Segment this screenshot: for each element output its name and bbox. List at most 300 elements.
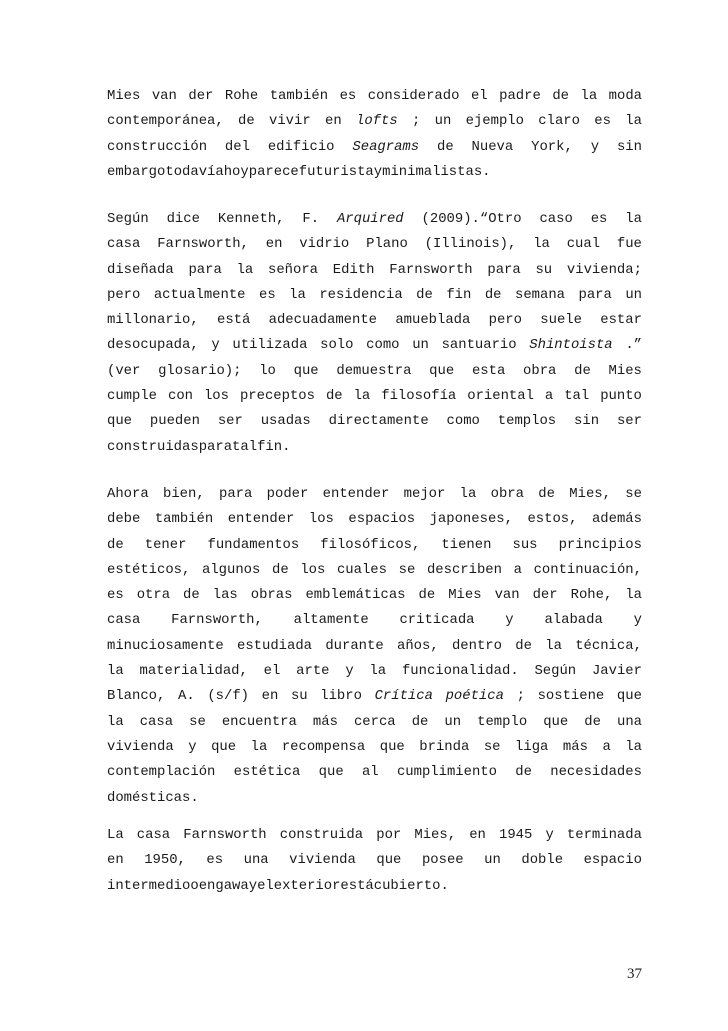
word: Farnsworth,: [171, 612, 263, 629]
word: está: [340, 877, 374, 894]
word: (ver: [107, 362, 141, 379]
word: obra: [490, 486, 524, 502]
word: Nueva: [471, 138, 514, 155]
word: la: [369, 663, 387, 680]
word: y: [211, 337, 220, 354]
word: intermedio: [107, 877, 191, 894]
word: York,: [531, 138, 573, 155]
word: directamente: [328, 413, 429, 430]
word: para: [188, 261, 222, 278]
word: y: [590, 138, 600, 155]
word: poética: [445, 688, 504, 705]
word: construida: [279, 827, 364, 843]
word: engawa: [198, 877, 249, 894]
word: entender: [322, 486, 390, 502]
word: fue: [616, 236, 642, 253]
word: y: [373, 163, 383, 180]
word: la: [107, 663, 124, 680]
word: además: [591, 511, 642, 528]
word: minimalistas.: [382, 163, 491, 180]
word: Según: [534, 663, 577, 680]
word: vivir: [269, 113, 311, 130]
word: como: [446, 413, 480, 430]
word: Edith: [332, 261, 375, 278]
word: tienen: [441, 536, 492, 553]
word: Plano: [366, 236, 408, 253]
word: y: [188, 738, 197, 755]
word: Arquired: [336, 211, 404, 227]
word: la: [250, 738, 268, 755]
word: la: [533, 236, 550, 253]
word: millonario,: [107, 312, 199, 329]
word: en: [107, 852, 124, 869]
word: Farnsworth: [183, 827, 267, 843]
word: durante: [325, 637, 384, 654]
word: Blanco,: [107, 688, 166, 705]
word: los: [203, 388, 229, 405]
word: Crítica: [374, 688, 433, 705]
word: como: [366, 337, 400, 354]
word: es: [594, 113, 611, 130]
word: dice: [166, 211, 200, 227]
word: 1945: [498, 827, 533, 843]
word: (Illinois),: [424, 236, 517, 253]
word: ejemplo: [465, 113, 524, 130]
text-line: [107, 384, 642, 409]
word: es: [339, 88, 357, 104]
word: técnica,: [575, 637, 642, 654]
word: Rohe: [224, 88, 259, 104]
text-line: [107, 507, 642, 532]
word: Ahora: [107, 486, 149, 502]
word: vivienda: [107, 738, 174, 755]
word: que: [616, 688, 642, 705]
word: y: [633, 612, 642, 629]
word: principios: [558, 536, 642, 553]
word: moda: [608, 88, 642, 104]
word: Rohe,: [570, 587, 613, 604]
word: que: [211, 738, 237, 755]
word: tal: [232, 438, 258, 455]
word: y: [545, 827, 554, 843]
word: Mies: [107, 88, 141, 104]
word: emblemáticas: [305, 587, 406, 604]
word: es: [107, 587, 124, 604]
word: ser: [616, 413, 642, 430]
word: altamente: [293, 612, 369, 629]
word: la: [545, 637, 562, 654]
word: considerado: [367, 88, 460, 104]
word: su: [535, 261, 553, 278]
paragraph-4: [107, 823, 642, 899]
word: encuentra: [221, 713, 297, 730]
word: contemplación: [107, 764, 216, 781]
text-line: [107, 109, 642, 134]
word: Mies,: [569, 486, 611, 502]
word: la: [625, 211, 642, 227]
word: sus: [512, 536, 538, 553]
word: una: [616, 713, 642, 730]
word: de: [107, 536, 124, 553]
text-line: [107, 659, 642, 684]
word: se: [483, 738, 501, 755]
word: estéticos,: [107, 561, 191, 578]
word: obra: [523, 362, 557, 379]
word: solo: [320, 337, 354, 354]
word: casa: [139, 713, 174, 730]
word: arte: [296, 663, 330, 680]
word: también: [269, 88, 329, 104]
word: suele: [540, 312, 582, 329]
word: que: [293, 362, 319, 379]
word: su: [290, 688, 308, 705]
word: de: [538, 486, 555, 502]
word: de: [238, 113, 255, 130]
word: debe: [107, 511, 141, 528]
text-line: [107, 258, 642, 283]
word: punto: [600, 388, 642, 405]
word: se: [625, 486, 642, 502]
word: de: [416, 286, 433, 303]
word: de: [574, 362, 591, 379]
word: todavía: [165, 163, 224, 180]
word: la: [580, 88, 598, 104]
word: demuestra: [336, 362, 412, 379]
word: es: [206, 852, 224, 869]
word: en: [265, 236, 283, 253]
word: la: [625, 738, 642, 755]
word: por: [376, 827, 402, 843]
word: oriental: [467, 388, 534, 405]
word: (2009).“Otro: [421, 211, 522, 227]
word: posee: [421, 852, 464, 869]
word: padre: [499, 88, 541, 104]
word: de: [418, 587, 436, 604]
word: otra: [136, 587, 171, 604]
word: para: [578, 286, 612, 303]
word: Kenneth,: [217, 211, 285, 227]
word: filosóficos,: [320, 536, 421, 553]
word: la: [625, 113, 642, 130]
word: ;: [516, 688, 525, 705]
word: a: [513, 561, 522, 578]
word: describen: [426, 561, 502, 578]
word: pueden: [149, 413, 200, 430]
word: pero: [488, 312, 522, 329]
word: dentro: [451, 637, 502, 654]
word: actualmente: [153, 286, 246, 303]
word: los: [300, 561, 326, 578]
word: exterior: [273, 877, 341, 894]
word: espacio: [583, 852, 642, 869]
word: para: [487, 261, 521, 278]
word: Farnsworth,: [157, 236, 249, 253]
word: Mies,: [414, 827, 457, 843]
word: en: [325, 113, 342, 130]
word: (s/f): [207, 688, 249, 705]
word: un: [484, 852, 501, 869]
word: y: [248, 877, 258, 894]
word: un: [444, 713, 462, 730]
word: un: [625, 286, 642, 303]
word: domésticas.: [107, 789, 199, 806]
word: liga: [515, 738, 549, 755]
word: cumple: [107, 388, 158, 405]
word: sin: [616, 138, 642, 155]
word: continuación,: [533, 561, 642, 578]
word: el: [470, 88, 488, 104]
word: también: [154, 511, 214, 528]
word: a: [544, 388, 554, 405]
word: Mies: [608, 362, 642, 379]
word: años,: [396, 637, 439, 654]
text-line: [107, 135, 642, 160]
word: obras: [250, 587, 293, 604]
word: desocupada,: [107, 337, 199, 354]
word: templos: [497, 413, 557, 430]
word: es: [259, 286, 276, 303]
word: estudiada: [237, 637, 313, 654]
word: estar: [600, 312, 642, 329]
word: que: [318, 764, 344, 781]
word: 1950,: [144, 852, 186, 869]
word: un: [412, 337, 429, 354]
paragraph-2: [107, 207, 642, 460]
word: recompensa: [281, 738, 366, 755]
word: ;: [411, 113, 421, 130]
word: A.: [178, 688, 195, 705]
text-line: [107, 207, 642, 232]
text-line: [107, 710, 642, 735]
word: que: [429, 362, 455, 379]
word: señora: [268, 261, 319, 278]
paragraph-1: [107, 84, 642, 185]
word: de: [584, 713, 601, 730]
word: la: [459, 486, 477, 502]
word: la: [625, 587, 642, 604]
word: de: [552, 88, 569, 104]
word: la: [289, 286, 306, 303]
word: que: [379, 738, 405, 755]
word: Mies: [448, 587, 482, 604]
text-line: [107, 848, 642, 873]
word: Farnsworth: [389, 261, 473, 278]
word: para: [219, 486, 253, 502]
word: lo: [259, 362, 276, 379]
word: pero: [107, 286, 141, 303]
word: al: [361, 764, 379, 781]
word: alabada: [544, 612, 603, 629]
word: filosofía: [381, 388, 457, 405]
word: sostiene: [537, 688, 605, 705]
word: edificio: [267, 138, 335, 155]
word: cerca: [353, 713, 396, 730]
word: que: [107, 413, 133, 430]
word: casa: [136, 827, 171, 843]
word: materialidad,: [139, 663, 248, 680]
word: brinda: [419, 738, 470, 755]
word: hoy: [223, 163, 249, 180]
text-line: [107, 333, 642, 358]
word: de: [411, 713, 429, 730]
word: preceptos: [239, 388, 315, 405]
word: van: [494, 587, 520, 604]
word: la: [353, 388, 371, 405]
word: de: [272, 561, 289, 578]
word: casa: [107, 612, 141, 629]
word: esta: [471, 362, 506, 379]
word: casa: [107, 236, 141, 253]
word: un: [434, 113, 452, 130]
word: cuales: [336, 561, 387, 578]
word: de: [515, 637, 532, 654]
word: caso: [539, 211, 573, 227]
text-line: [107, 84, 642, 109]
word: en: [469, 827, 486, 843]
word: Javier: [591, 663, 642, 680]
word: criticada: [399, 612, 475, 629]
word: del: [224, 138, 250, 155]
word: y: [505, 612, 514, 629]
word: necesidades: [550, 764, 642, 781]
word: japoneses,: [429, 511, 513, 528]
word: tal: [564, 388, 590, 405]
text-line: [107, 558, 642, 583]
text-line: [107, 786, 642, 811]
word: una: [243, 852, 269, 869]
word: los: [308, 511, 334, 528]
text-line: [107, 684, 642, 709]
word: futurista: [298, 163, 374, 180]
word: espacios: [348, 511, 416, 528]
word: vivienda: [289, 852, 356, 869]
page-number: 37: [627, 966, 642, 982]
word: las: [212, 587, 238, 604]
text-line: [107, 823, 642, 848]
word: glosario);: [158, 362, 242, 379]
text-line: [107, 435, 642, 460]
word: Según: [107, 211, 149, 227]
word: .”: [625, 337, 642, 354]
word: Seagrams: [352, 138, 420, 155]
word: bien,: [163, 486, 205, 502]
word: doble: [521, 852, 564, 869]
word: de: [484, 286, 502, 303]
word: residencia: [319, 286, 403, 303]
word: der: [532, 587, 558, 604]
word: en: [261, 688, 279, 705]
word: más: [562, 738, 588, 755]
word: algunos: [202, 561, 261, 578]
word: ser: [217, 413, 243, 430]
text-line: [107, 735, 642, 760]
word: cumplimiento: [396, 764, 497, 781]
word: entender: [227, 511, 295, 528]
word: libro: [320, 688, 362, 705]
word: Shintoista: [529, 337, 613, 354]
word: vidrio: [299, 236, 350, 253]
word: la: [236, 261, 254, 278]
word: que: [376, 852, 402, 869]
text-line: [107, 283, 642, 308]
word: tener: [144, 536, 187, 553]
word: utilizada: [232, 337, 308, 354]
word: para: [198, 438, 233, 455]
word: se: [398, 561, 416, 578]
word: sin: [574, 413, 600, 430]
word: es: [590, 211, 608, 227]
word: F.: [302, 211, 320, 227]
text-line: [107, 359, 642, 384]
word: poder: [266, 486, 309, 502]
text-line: [107, 583, 642, 608]
word: parece: [248, 163, 299, 180]
word: de: [436, 138, 454, 155]
word: el: [257, 877, 274, 894]
word: adecuadamente: [268, 312, 378, 329]
text-line: [107, 760, 642, 785]
word: semana: [514, 286, 565, 303]
word: fin: [446, 286, 472, 303]
text-line: [107, 160, 642, 185]
word: terminada: [566, 827, 642, 843]
word: minuciosamente: [107, 637, 224, 654]
word: usadas: [260, 413, 311, 430]
text-line: [107, 634, 642, 659]
word: que: [543, 713, 569, 730]
word: de: [515, 764, 532, 781]
word: está: [217, 312, 251, 329]
word: estos,: [527, 511, 578, 528]
word: a: [602, 738, 611, 755]
word: construcción: [107, 138, 208, 155]
word: fundamentos: [207, 536, 300, 553]
word: o: [190, 877, 199, 894]
word: mejor: [403, 486, 446, 502]
word: se: [189, 713, 206, 730]
word: La: [107, 827, 124, 843]
text-line: [107, 232, 642, 257]
word: santuario: [441, 337, 517, 354]
word: van: [151, 88, 177, 104]
word: cubierto.: [373, 877, 449, 894]
word: de: [325, 388, 343, 405]
text-line: [107, 482, 642, 507]
word: amueblada: [395, 312, 471, 329]
word: diseñada: [107, 261, 174, 278]
word: funcionalidad.: [401, 663, 519, 680]
word: claro: [538, 113, 580, 130]
word: fin.: [257, 438, 291, 455]
text-line: [107, 608, 642, 633]
text-line: [107, 409, 642, 434]
word: estética: [233, 764, 301, 781]
word: vivienda;: [566, 261, 642, 278]
word: el: [263, 663, 281, 680]
word: templo: [477, 713, 528, 730]
word: la: [107, 713, 124, 730]
word: der: [188, 88, 214, 104]
word: de: [183, 587, 200, 604]
word: con: [167, 388, 193, 405]
word: embargo: [107, 163, 166, 180]
text-line: [107, 533, 642, 558]
word: contemporánea,: [107, 113, 224, 130]
paragraph-3: [107, 482, 642, 811]
text-line: [107, 308, 642, 333]
word: cual: [566, 236, 601, 253]
word: y: [345, 663, 354, 680]
